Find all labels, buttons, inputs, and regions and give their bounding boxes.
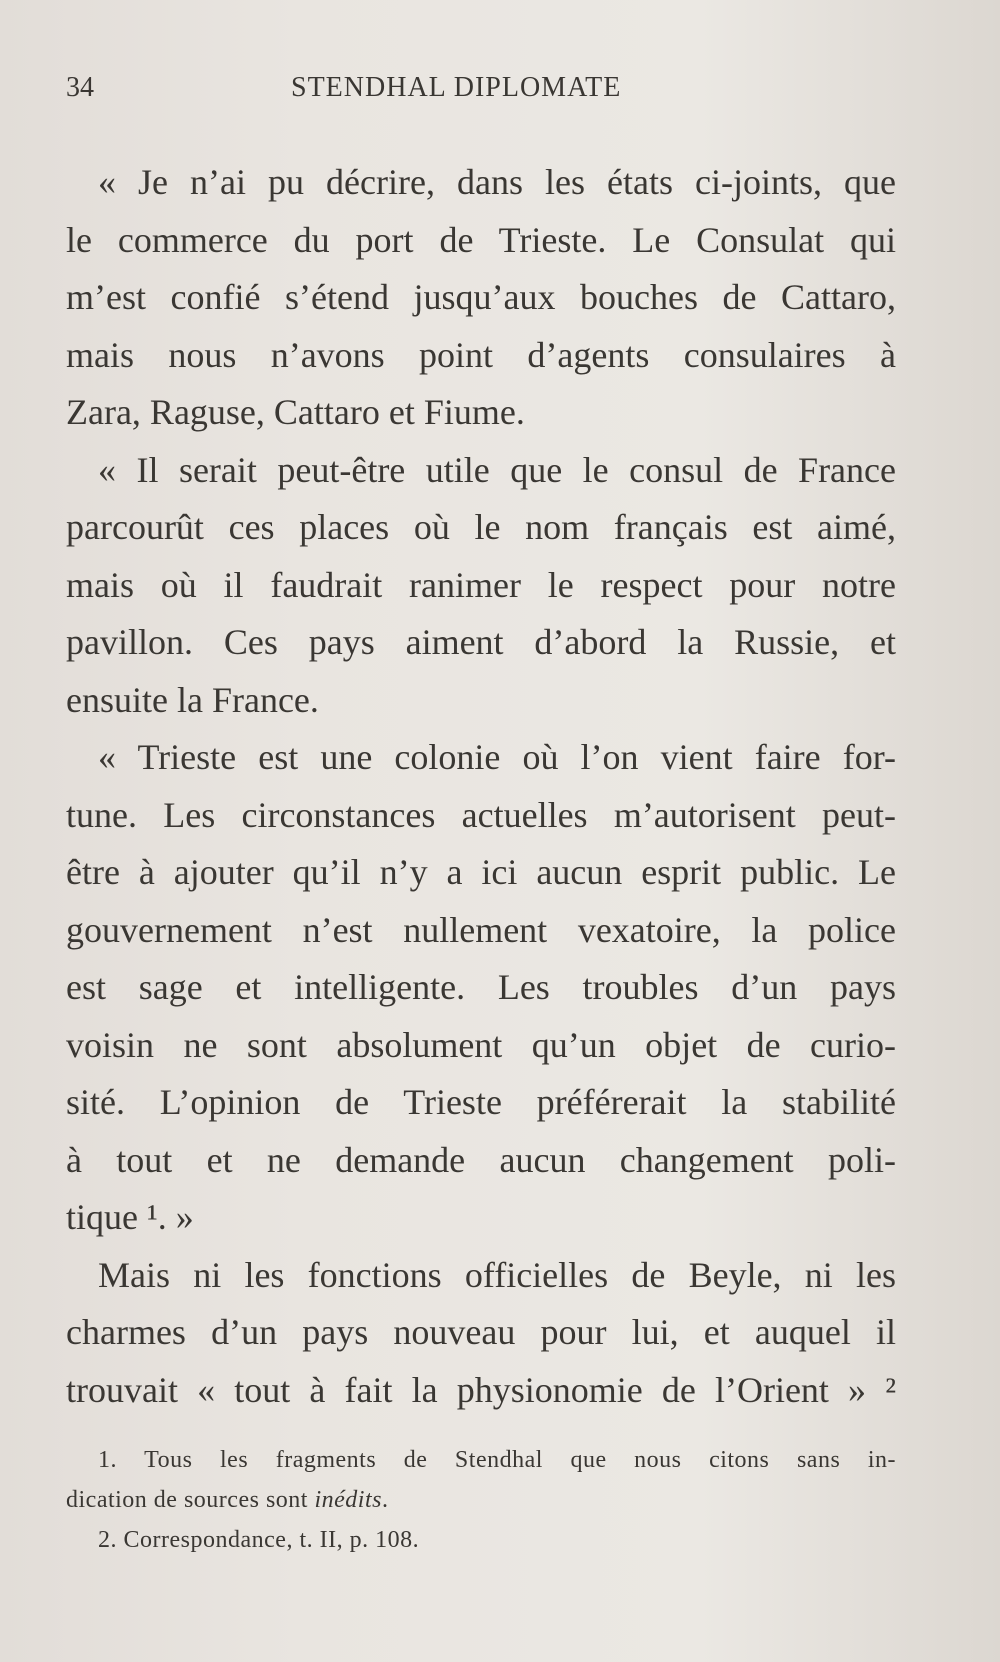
body-text — [66, 154, 896, 1419]
text-line: tune. Les circonstances actuelles m’autorisent peut- — [66, 794, 896, 835]
text-line: mais nous n’avons point d’agents consulaires à — [66, 334, 896, 375]
text-line: gouvernement n’est nullement vexatoire, la police — [66, 909, 896, 950]
footnote-period: . — [381, 1487, 389, 1513]
text-line: sité. L’opinion de Trieste préférerait la stabilité — [66, 1082, 896, 1122]
page-header — [66, 72, 886, 112]
text-line: à tout et ne demande aucun changement poli- — [66, 1139, 896, 1180]
text-line: trouvait « tout à fait la physionomie de l’Orient » ² — [66, 1369, 896, 1410]
page-number: 34 — [66, 72, 94, 103]
text-line: tique ¹. » — [66, 1197, 194, 1237]
footnote-emphasis: inédits — [314, 1487, 382, 1513]
footnotes — [66, 1440, 896, 1560]
text-line: parcourût ces places où le nom français est aimé, — [66, 507, 896, 547]
text-line: charmes d’un pays nouveau pour lui, et auquel il — [66, 1312, 896, 1352]
text-line: « Je n’ai pu décrire, dans les états ci-joints, que — [98, 162, 896, 202]
text-line: pavillon. Ces pays aiment d’abord la Russie, et — [66, 622, 896, 662]
text-line: être à ajouter qu’il n’y a ici aucun esprit public. Le — [66, 852, 896, 892]
text-line: m’est confié s’étend jusqu’aux bouches de Cattaro, — [66, 277, 896, 317]
footnote-2: 2. Correspondance, t. II, p. 108. — [98, 1527, 420, 1553]
text-line: mais où il faudrait ranimer le respect pour notre — [66, 564, 896, 605]
text-line: le commerce du port de Trieste. Le Consulat qui — [66, 219, 896, 260]
text-line: Zara, Raguse, Cattaro et Fiume. — [66, 392, 525, 432]
footnote-text: dication de sources sont — [66, 1487, 315, 1513]
text-line: « Il serait peut-être utile que le consul de France — [98, 449, 896, 490]
running-title: STENDHAL DIPLOMATE — [291, 72, 622, 103]
text-line: Mais ni les fonctions officielles de Beyle, ni les — [98, 1254, 896, 1295]
text-line: « Trieste est une colonie où l’on vient faire for- — [98, 737, 896, 777]
text-line: voisin ne sont absolument qu’un objet de curio- — [66, 1024, 896, 1065]
text-line: est sage et intelligente. Les troubles d’un pays — [66, 967, 896, 1007]
footnote-1-continued — [66, 1480, 896, 1520]
text-line: ensuite la France. — [66, 679, 319, 720]
footnote-1: 1. Tous les fragments de Stendhal que nous citons sans in- — [98, 1447, 896, 1473]
